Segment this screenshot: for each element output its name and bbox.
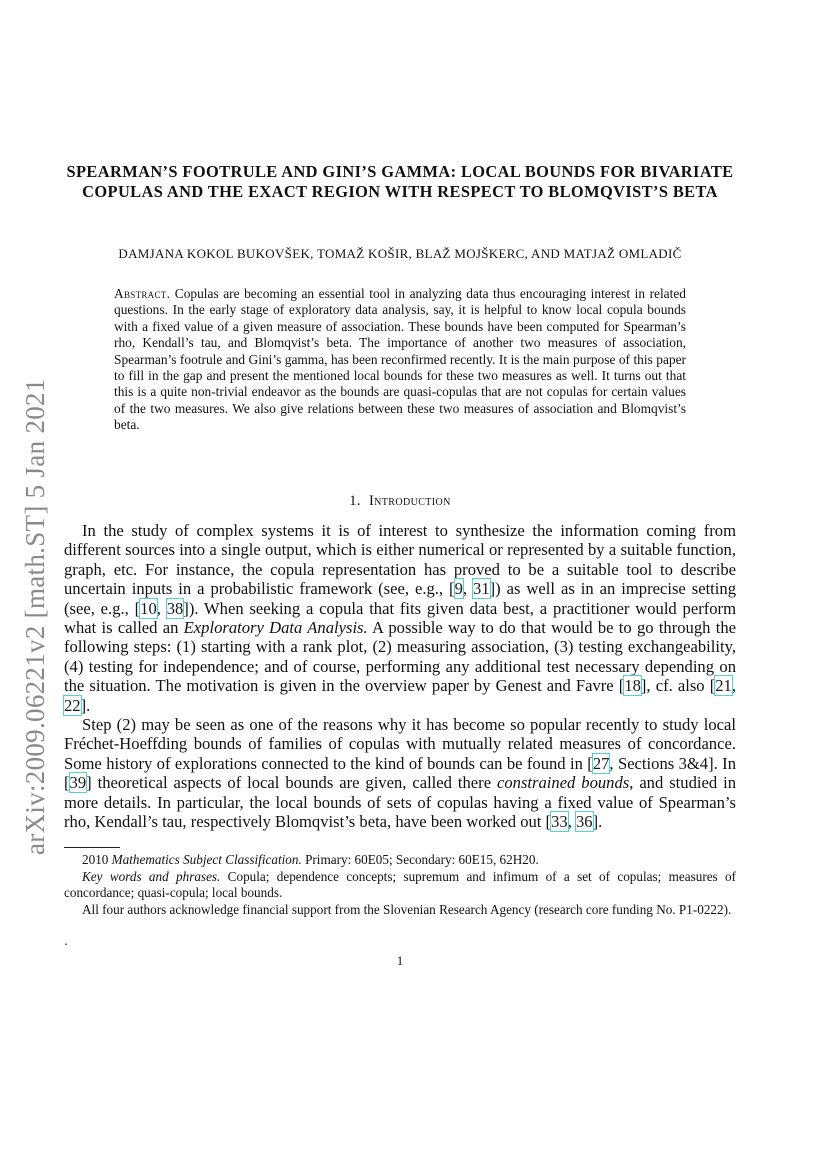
paragraph-text: ]. — [592, 812, 603, 832]
paragraph-text: ] theoretical aspects of local bounds are given, called there — [86, 773, 497, 793]
citation-link[interactable]: 33 — [551, 812, 568, 832]
abstract-label: Abstract. — [114, 286, 171, 301]
paragraph-text: ], cf. also [ — [640, 676, 716, 696]
intro-paragraph-2 — [64, 715, 736, 831]
footnote-msc — [64, 852, 736, 869]
section-title: Introduction — [368, 493, 451, 509]
citation-link[interactable]: 18 — [624, 676, 641, 696]
paragraph-text: A possible way to do that would be to go through the following steps: (1) starting with a rank plot, (2) measuring association, (3) testing exchangeability, (4) testing for independence; and of course, performing any additional test necessary depending on the situation. The motivation is given in the overview paper by Genest and Favre [ — [64, 618, 736, 696]
citation-link[interactable]: 10 — [140, 598, 157, 618]
footnote-funding: All four authors acknowledge financial support from the Slovenian Research Agency (research core funding No. P1-0222). — [82, 902, 732, 918]
separator: , — [567, 812, 576, 832]
keywords-label: Key words and phrases. — [82, 868, 221, 884]
section-heading — [64, 493, 736, 510]
paragraph-text: , and studied in more details. In particular, the local bounds of sets of copulas having a fixed value of Spearman’s rho, Kendall’s tau, respectively Blomqvist’s beta, have been worked out [ — [64, 773, 736, 832]
abstract-text: Copulas are becoming an essential tool in analyzing data thus encouraging interest in related questions. In the early stage of exploratory data analysis, say, it is helpful to know local copula bounds with a fixed value of a given measure of association. These bounds have been computed for Spearman’s rho, Kendall’s tau, and Blomqvist’s beta. The importance of another two measures of association, Spearman’s footrule and Gini’s gamma, has been reconfirmed recently. It is the main purpose of this paper to fill in the gap and present the mentioned local bounds for these two measures as well. It turns out that this is a quite non-trivial endeavor as the bounds are quasi-copulas that are not copulas for certain values of the two measures. We also give relations between these two measures of association and Blomqvist’s beta. — [114, 286, 686, 433]
paragraph-text: ]. — [80, 695, 91, 715]
citation-link[interactable]: 27 — [592, 753, 610, 773]
emphasized-term: Exploratory Data Analysis. — [183, 618, 368, 638]
paragraph-text: , Sections 3&4]. In [ — [64, 753, 736, 793]
keywords-text: Copula; dependence concepts; supremum and infimum of a set of copulas; measures of concordance; quasi-copula; local bounds. — [64, 868, 737, 901]
msc-year: 2010 — [82, 852, 112, 867]
author-list: DAMJANA KOKOL BUKOVŠEK, TOMAŽ KOŠIR, BLAŽ MOJŠKERC, AND MATJAŽ OMLADIČ — [118, 246, 682, 261]
paragraph-text: In the study of complex systems it is of interest to synthesize the information coming from different sources into a single output, which is either numerical or represented by a suitable function, graph, etc. For instance, the copula representation has proved to be a suitable tool to describe uncertain inputs in a probabilistic framework (see, e.g., [ — [64, 521, 736, 599]
separator: , — [731, 676, 736, 696]
citation-link[interactable]: 21 — [715, 676, 732, 696]
stray-dot: . — [64, 934, 68, 948]
citation-link[interactable]: 38 — [166, 598, 184, 618]
section-number: 1. — [349, 493, 361, 509]
intro-paragraph-1 — [64, 521, 736, 715]
emphasized-term: constrained bounds — [497, 773, 630, 793]
paragraph-text: ]) as well as in an imprecise setting (see, e.g., [ — [64, 579, 736, 618]
arxiv-identifier-stamp: arXiv:2009.06221v2 [math.ST] 5 Jan 2021 — [20, 378, 50, 855]
footnote-keywords — [64, 869, 736, 902]
paragraph-text: Step (2) may be seen as one of the reasons why it has become so popular recently to study local Fréchet-Hoeffding bounds of families of copulas with mutually related measures of concordance. Some history of explorations connected to the kind of bounds can be found in [ — [64, 715, 736, 773]
citation-link[interactable]: 9 — [454, 579, 463, 599]
paragraph-text: ]). When seeking a copula that fits given data best, a practitioner would perform what is called an — [64, 598, 736, 638]
citation-link[interactable]: 31 — [473, 579, 490, 599]
page-number: 1 — [396, 953, 404, 968]
citation-link[interactable]: 36 — [575, 812, 593, 832]
citation-link[interactable]: 39 — [69, 773, 87, 793]
footnote-divider — [64, 847, 120, 848]
msc-text: Primary: 60E05; Secondary: 60E15, 62H20. — [301, 852, 539, 867]
msc-label: Mathematics Subject Classification. — [111, 852, 302, 867]
abstract — [114, 286, 686, 434]
footnotes — [64, 852, 736, 919]
separator: , — [462, 579, 474, 599]
paper-title: SPEARMAN’S FOOTRULE AND GINI’S GAMMA: LOCAL BOUNDS FOR BIVARIATE COPULAS AND THE EXACT REGION WITH RESPECT TO BLOMQVIST’S BETA — [66, 162, 734, 201]
citation-link[interactable]: 22 — [64, 695, 81, 715]
separator: , — [156, 598, 167, 618]
